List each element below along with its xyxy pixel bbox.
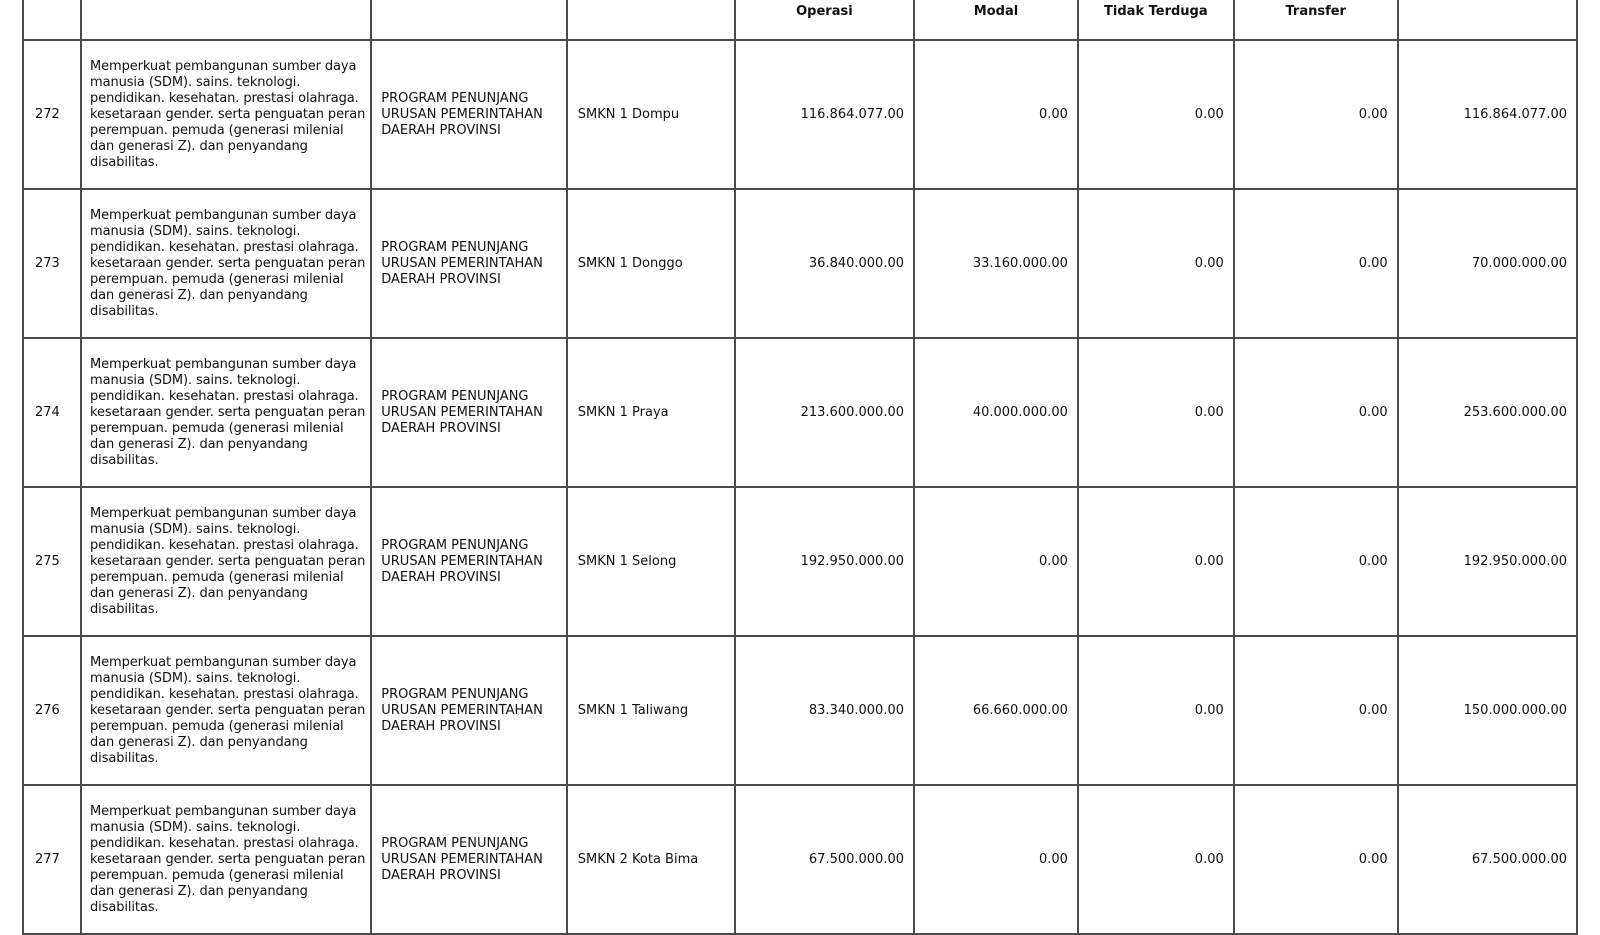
- tidak-terduga-cell: 0.00: [1078, 338, 1234, 487]
- unit-cell: SMKN 1 Dompu: [567, 40, 735, 189]
- row-number: 273: [23, 189, 81, 338]
- header-operasi: Operasi: [735, 0, 914, 40]
- operasi-cell: 83.340.000.00: [735, 636, 914, 785]
- unit-cell: SMKN 1 Taliwang: [567, 636, 735, 785]
- unit-cell: SMKN 1 Selong: [567, 487, 735, 636]
- total-cell: 150.000.000.00: [1398, 636, 1577, 785]
- program-cell: PROGRAM PENUNJANG URUSAN PEMERINTAHAN DAERAH PROVINSI: [371, 636, 567, 785]
- unit-cell: SMKN 1 Donggo: [567, 189, 735, 338]
- modal-cell: 66.660.000.00: [914, 636, 1078, 785]
- total-cell: 67.500.000.00: [1398, 785, 1577, 934]
- tidak-terduga-cell: 0.00: [1078, 785, 1234, 934]
- program-cell: PROGRAM PENUNJANG URUSAN PEMERINTAHAN DAERAH PROVINSI: [371, 40, 567, 189]
- unit-cell: SMKN 2 Kota Bima: [567, 785, 735, 934]
- tidak-terduga-cell: 0.00: [1078, 40, 1234, 189]
- modal-cell: 33.160.000.00: [914, 189, 1078, 338]
- tidak-terduga-cell: 0.00: [1078, 487, 1234, 636]
- sasaran-cell: Memperkuat pembangunan sumber daya manusia (SDM). sains. teknologi. pendidikan. kesehatan. prestasi olahraga. kesetaraan gender. serta penguatan peran perempuan. pemuda (generasi milenial dan generasi Z). dan penyandang disabilitas.: [81, 636, 371, 785]
- tidak-terduga-cell: 0.00: [1078, 189, 1234, 338]
- table-row: [23, 189, 1577, 338]
- operasi-cell: 36.840.000.00: [735, 189, 914, 338]
- table-row: [23, 785, 1577, 934]
- sasaran-cell: Memperkuat pembangunan sumber daya manusia (SDM). sains. teknologi. pendidikan. kesehatan. prestasi olahraga. kesetaraan gender. serta penguatan peran perempuan. pemuda (generasi milenial dan generasi Z). dan penyandang disabilitas.: [81, 487, 371, 636]
- transfer-cell: 0.00: [1234, 338, 1398, 487]
- header-total: [1398, 0, 1577, 40]
- total-cell: 116.864.077.00: [1398, 40, 1577, 189]
- table-row: [23, 338, 1577, 487]
- tidak-terduga-cell: 0.00: [1078, 636, 1234, 785]
- total-cell: 70.000.000.00: [1398, 189, 1577, 338]
- row-number: 275: [23, 487, 81, 636]
- program-cell: PROGRAM PENUNJANG URUSAN PEMERINTAHAN DAERAH PROVINSI: [371, 785, 567, 934]
- sasaran-cell: Memperkuat pembangunan sumber daya manusia (SDM). sains. teknologi. pendidikan. kesehatan. prestasi olahraga. kesetaraan gender. serta penguatan peran perempuan. pemuda (generasi milenial dan generasi Z). dan penyandang disabilitas.: [81, 338, 371, 487]
- header-tidak-terduga: Tidak Terduga: [1078, 0, 1234, 40]
- modal-cell: 0.00: [914, 785, 1078, 934]
- transfer-cell: 0.00: [1234, 487, 1398, 636]
- budget-table: [22, 0, 1578, 935]
- row-number: 272: [23, 40, 81, 189]
- total-cell: 253.600.000.00: [1398, 338, 1577, 487]
- transfer-cell: 0.00: [1234, 40, 1398, 189]
- operasi-cell: 116.864.077.00: [735, 40, 914, 189]
- header-unit: [567, 0, 735, 40]
- header-row: [23, 0, 1577, 40]
- row-number: 277: [23, 785, 81, 934]
- sasaran-cell: Memperkuat pembangunan sumber daya manusia (SDM). sains. teknologi. pendidikan. kesehatan. prestasi olahraga. kesetaraan gender. serta penguatan peran perempuan. pemuda (generasi milenial dan generasi Z). dan penyandang disabilitas.: [81, 40, 371, 189]
- sasaran-cell: Memperkuat pembangunan sumber daya manusia (SDM). sains. teknologi. pendidikan. kesehatan. prestasi olahraga. kesetaraan gender. serta penguatan peran perempuan. pemuda (generasi milenial dan generasi Z). dan penyandang disabilitas.: [81, 189, 371, 338]
- program-cell: PROGRAM PENUNJANG URUSAN PEMERINTAHAN DAERAH PROVINSI: [371, 189, 567, 338]
- modal-cell: 0.00: [914, 487, 1078, 636]
- header-sasaran: [81, 0, 371, 40]
- unit-cell: SMKN 1 Praya: [567, 338, 735, 487]
- table-row: [23, 636, 1577, 785]
- modal-cell: 0.00: [914, 40, 1078, 189]
- header-program: [371, 0, 567, 40]
- header-no: [23, 0, 81, 40]
- total-cell: 192.950.000.00: [1398, 487, 1577, 636]
- table-row: [23, 40, 1577, 189]
- transfer-cell: 0.00: [1234, 785, 1398, 934]
- header-modal: Modal: [914, 0, 1078, 40]
- row-number: 276: [23, 636, 81, 785]
- table-row: [23, 487, 1577, 636]
- modal-cell: 40.000.000.00: [914, 338, 1078, 487]
- operasi-cell: 192.950.000.00: [735, 487, 914, 636]
- transfer-cell: 0.00: [1234, 636, 1398, 785]
- operasi-cell: 67.500.000.00: [735, 785, 914, 934]
- transfer-cell: 0.00: [1234, 189, 1398, 338]
- program-cell: PROGRAM PENUNJANG URUSAN PEMERINTAHAN DAERAH PROVINSI: [371, 487, 567, 636]
- header-transfer: Transfer: [1234, 0, 1398, 40]
- program-cell: PROGRAM PENUNJANG URUSAN PEMERINTAHAN DAERAH PROVINSI: [371, 338, 567, 487]
- row-number: 274: [23, 338, 81, 487]
- sasaran-cell: Memperkuat pembangunan sumber daya manusia (SDM). sains. teknologi. pendidikan. kesehatan. prestasi olahraga. kesetaraan gender. serta penguatan peran perempuan. pemuda (generasi milenial dan generasi Z). dan penyandang disabilitas.: [81, 785, 371, 934]
- operasi-cell: 213.600.000.00: [735, 338, 914, 487]
